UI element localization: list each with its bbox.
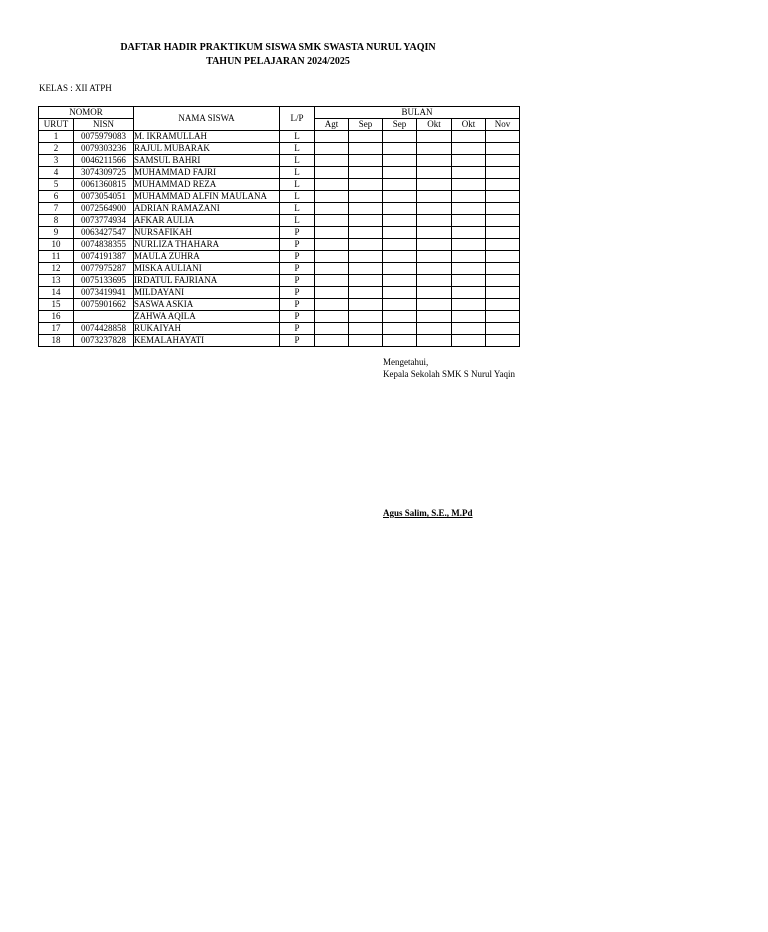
header-nomor: NOMOR — [39, 107, 134, 119]
cell-attendance — [452, 191, 486, 203]
cell-nama-siswa: MILDAYANI — [134, 287, 280, 299]
cell-nama-siswa: AFKAR AULIA — [134, 215, 280, 227]
table-row — [39, 335, 520, 347]
cell-nisn: 0075979083 — [74, 131, 134, 143]
document-title — [38, 41, 518, 69]
cell-nisn: 0077975287 — [74, 263, 134, 275]
cell-attendance — [417, 287, 452, 299]
cell-attendance — [315, 275, 349, 287]
cell-urut: 13 — [39, 275, 74, 287]
cell-attendance — [452, 179, 486, 191]
cell-urut: 8 — [39, 215, 74, 227]
cell-attendance — [349, 179, 383, 191]
cell-attendance — [417, 179, 452, 191]
cell-attendance — [452, 263, 486, 275]
cell-nama-siswa: ADRIAN RAMAZANI — [134, 203, 280, 215]
table-row — [39, 203, 520, 215]
title-line-1: DAFTAR HADIR PRAKTIKUM SISWA SMK SWASTA NURUL YAQIN — [120, 42, 436, 53]
cell-attendance — [452, 227, 486, 239]
cell-lp: L — [280, 155, 315, 167]
cell-urut: 16 — [39, 311, 74, 323]
cell-attendance — [315, 239, 349, 251]
cell-lp: L — [280, 215, 315, 227]
cell-attendance — [315, 251, 349, 263]
cell-nisn: 0072564900 — [74, 203, 134, 215]
cell-urut: 17 — [39, 323, 74, 335]
cell-attendance — [452, 251, 486, 263]
cell-nama-siswa: SASWA ASKIA — [134, 299, 280, 311]
cell-attendance — [452, 299, 486, 311]
cell-nama-siswa: NURSAFIKAH — [134, 227, 280, 239]
table-row — [39, 275, 520, 287]
cell-nama-siswa: RUKAIYAH — [134, 323, 280, 335]
cell-attendance — [383, 299, 417, 311]
cell-attendance — [417, 215, 452, 227]
cell-urut: 2 — [39, 143, 74, 155]
cell-attendance — [452, 335, 486, 347]
cell-attendance — [315, 311, 349, 323]
cell-nisn: 0046211566 — [74, 155, 134, 167]
cell-lp: P — [280, 311, 315, 323]
signature-role: Kepala Sekolah SMK S Nurul Yaqin — [383, 369, 515, 379]
cell-attendance — [315, 215, 349, 227]
cell-attendance — [315, 131, 349, 143]
cell-lp: L — [280, 143, 315, 155]
header-month: Okt — [452, 119, 486, 131]
cell-attendance — [315, 263, 349, 275]
cell-nisn: 0074838355 — [74, 239, 134, 251]
cell-attendance — [383, 275, 417, 287]
cell-attendance — [383, 311, 417, 323]
table-row — [39, 299, 520, 311]
cell-attendance — [486, 239, 520, 251]
cell-attendance — [417, 335, 452, 347]
cell-nama-siswa: RAJUL MUBARAK — [134, 143, 280, 155]
cell-attendance — [349, 167, 383, 179]
cell-lp: L — [280, 167, 315, 179]
table-row — [39, 155, 520, 167]
cell-attendance — [486, 227, 520, 239]
cell-attendance — [349, 335, 383, 347]
cell-attendance — [486, 275, 520, 287]
table-row — [39, 287, 520, 299]
cell-attendance — [315, 203, 349, 215]
cell-attendance — [383, 203, 417, 215]
cell-attendance — [349, 215, 383, 227]
cell-attendance — [349, 311, 383, 323]
cell-lp: P — [280, 227, 315, 239]
cell-nama-siswa: MUHAMMAD REZA — [134, 179, 280, 191]
header-month: Agt — [315, 119, 349, 131]
cell-lp: P — [280, 323, 315, 335]
cell-attendance — [349, 287, 383, 299]
cell-attendance — [383, 215, 417, 227]
cell-nisn: 0079303236 — [74, 143, 134, 155]
cell-attendance — [349, 143, 383, 155]
cell-attendance — [315, 155, 349, 167]
header-bulan: BULAN — [315, 107, 520, 119]
cell-attendance — [383, 323, 417, 335]
cell-attendance — [417, 299, 452, 311]
cell-nisn: 0075133695 — [74, 275, 134, 287]
cell-attendance — [417, 167, 452, 179]
cell-attendance — [383, 155, 417, 167]
header-month: Nov — [486, 119, 520, 131]
cell-nisn: 0061360815 — [74, 179, 134, 191]
cell-attendance — [452, 275, 486, 287]
table-row — [39, 167, 520, 179]
cell-nisn: 0063427547 — [74, 227, 134, 239]
cell-attendance — [417, 155, 452, 167]
cell-attendance — [349, 131, 383, 143]
cell-urut: 4 — [39, 167, 74, 179]
cell-lp: P — [280, 335, 315, 347]
cell-attendance — [452, 323, 486, 335]
cell-attendance — [486, 287, 520, 299]
cell-attendance — [417, 191, 452, 203]
cell-nama-siswa: M. IKRAMULLAH — [134, 131, 280, 143]
cell-attendance — [417, 239, 452, 251]
cell-urut: 3 — [39, 155, 74, 167]
cell-nisn — [74, 311, 134, 323]
cell-attendance — [349, 227, 383, 239]
cell-attendance — [383, 263, 417, 275]
signature-name: Agus Salim, S.E., M.Pd — [383, 508, 473, 518]
cell-nama-siswa: MISKA AULIANI — [134, 263, 280, 275]
cell-attendance — [383, 335, 417, 347]
cell-urut: 6 — [39, 191, 74, 203]
cell-attendance — [452, 131, 486, 143]
cell-attendance — [486, 311, 520, 323]
cell-attendance — [349, 251, 383, 263]
table-row — [39, 179, 520, 191]
cell-attendance — [349, 203, 383, 215]
cell-nisn: 0073054051 — [74, 191, 134, 203]
cell-attendance — [417, 203, 452, 215]
cell-urut: 7 — [39, 203, 74, 215]
cell-attendance — [486, 323, 520, 335]
cell-attendance — [486, 335, 520, 347]
cell-attendance — [315, 287, 349, 299]
student-rows — [39, 131, 520, 347]
cell-attendance — [383, 191, 417, 203]
table-row — [39, 323, 520, 335]
header-row-top — [39, 107, 520, 119]
cell-nisn: 0075901662 — [74, 299, 134, 311]
cell-attendance — [452, 287, 486, 299]
cell-attendance — [315, 299, 349, 311]
cell-attendance — [417, 263, 452, 275]
cell-attendance — [486, 155, 520, 167]
cell-nisn: 3074309725 — [74, 167, 134, 179]
header-nama-siswa: NAMA SISWA — [134, 107, 280, 131]
cell-lp: L — [280, 179, 315, 191]
table-row — [39, 191, 520, 203]
cell-urut: 1 — [39, 131, 74, 143]
cell-attendance — [315, 335, 349, 347]
cell-attendance — [383, 179, 417, 191]
table-row — [39, 227, 520, 239]
class-label: KELAS : XII ATPH — [39, 83, 112, 93]
signature-knowing: Mengetahui, — [383, 357, 429, 367]
cell-attendance — [417, 323, 452, 335]
cell-attendance — [315, 191, 349, 203]
cell-attendance — [383, 143, 417, 155]
header-urut: URUT — [39, 119, 74, 131]
cell-urut: 10 — [39, 239, 74, 251]
table-row — [39, 215, 520, 227]
cell-lp: P — [280, 275, 315, 287]
cell-attendance — [486, 179, 520, 191]
cell-attendance — [383, 251, 417, 263]
header-month: Sep — [383, 119, 417, 131]
cell-attendance — [486, 191, 520, 203]
cell-lp: P — [280, 263, 315, 275]
cell-urut: 12 — [39, 263, 74, 275]
cell-attendance — [349, 191, 383, 203]
cell-attendance — [486, 143, 520, 155]
cell-attendance — [417, 131, 452, 143]
header-month: Okt — [417, 119, 452, 131]
cell-attendance — [349, 155, 383, 167]
cell-attendance — [315, 323, 349, 335]
cell-attendance — [486, 251, 520, 263]
table-row — [39, 143, 520, 155]
cell-lp: P — [280, 239, 315, 251]
cell-attendance — [383, 287, 417, 299]
cell-attendance — [486, 167, 520, 179]
cell-attendance — [383, 227, 417, 239]
header-nisn: NISN — [74, 119, 134, 131]
cell-attendance — [315, 179, 349, 191]
cell-attendance — [349, 299, 383, 311]
header-month: Sep — [349, 119, 383, 131]
cell-attendance — [452, 239, 486, 251]
table-row — [39, 251, 520, 263]
cell-attendance — [383, 167, 417, 179]
cell-nama-siswa: NURLIZA THAHARA — [134, 239, 280, 251]
cell-nisn: 0073237828 — [74, 335, 134, 347]
cell-lp: L — [280, 191, 315, 203]
cell-nisn: 0074191387 — [74, 251, 134, 263]
cell-urut: 9 — [39, 227, 74, 239]
cell-urut: 15 — [39, 299, 74, 311]
table-row — [39, 239, 520, 251]
cell-attendance — [452, 311, 486, 323]
cell-lp: P — [280, 299, 315, 311]
cell-nama-siswa: IRDATUL FAJRIANA — [134, 275, 280, 287]
table-row — [39, 131, 520, 143]
cell-lp: P — [280, 287, 315, 299]
cell-urut: 18 — [39, 335, 74, 347]
cell-nama-siswa: ZAHWA AQILA — [134, 311, 280, 323]
table-row — [39, 263, 520, 275]
cell-urut: 14 — [39, 287, 74, 299]
cell-attendance — [315, 227, 349, 239]
cell-attendance — [383, 239, 417, 251]
cell-attendance — [417, 227, 452, 239]
cell-nama-siswa: SAMSUL BAHRI — [134, 155, 280, 167]
cell-attendance — [383, 131, 417, 143]
cell-lp: P — [280, 251, 315, 263]
attendance-table — [38, 106, 520, 347]
cell-attendance — [486, 131, 520, 143]
cell-nisn: 0074428858 — [74, 323, 134, 335]
cell-nama-siswa: MAULA ZUHRA — [134, 251, 280, 263]
cell-attendance — [349, 239, 383, 251]
title-line-2: TAHUN PELAJARAN 2024/2025 — [206, 56, 350, 67]
cell-attendance — [417, 275, 452, 287]
header-lp: L/P — [280, 107, 315, 131]
cell-nama-siswa: KEMALAHAYATI — [134, 335, 280, 347]
cell-lp: L — [280, 131, 315, 143]
cell-attendance — [349, 275, 383, 287]
cell-nama-siswa: MUHAMMAD ALFIN MAULANA — [134, 191, 280, 203]
cell-attendance — [349, 323, 383, 335]
cell-attendance — [417, 143, 452, 155]
cell-attendance — [417, 251, 452, 263]
cell-attendance — [452, 155, 486, 167]
cell-nisn: 0073419941 — [74, 287, 134, 299]
cell-attendance — [315, 167, 349, 179]
cell-urut: 5 — [39, 179, 74, 191]
cell-attendance — [315, 143, 349, 155]
cell-attendance — [486, 203, 520, 215]
cell-nisn: 0073774934 — [74, 215, 134, 227]
cell-lp: L — [280, 203, 315, 215]
cell-nama-siswa: MUHAMMAD FAJRI — [134, 167, 280, 179]
cell-attendance — [486, 263, 520, 275]
cell-attendance — [486, 299, 520, 311]
table-row — [39, 311, 520, 323]
cell-attendance — [417, 311, 452, 323]
cell-attendance — [486, 215, 520, 227]
cell-attendance — [349, 263, 383, 275]
cell-attendance — [452, 143, 486, 155]
cell-attendance — [452, 203, 486, 215]
cell-attendance — [452, 167, 486, 179]
cell-urut: 11 — [39, 251, 74, 263]
cell-attendance — [452, 215, 486, 227]
